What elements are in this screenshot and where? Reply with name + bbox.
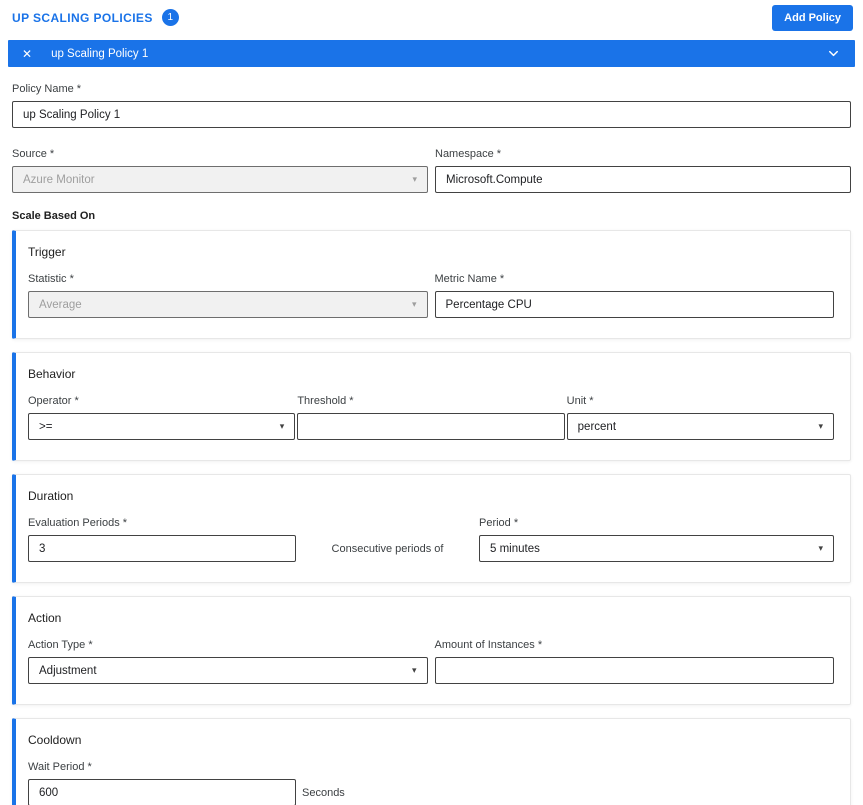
close-icon[interactable]: ✕ <box>22 46 33 61</box>
source-select <box>12 166 428 193</box>
unit-select[interactable] <box>567 413 834 440</box>
action-type-select[interactable] <box>28 657 428 684</box>
scale-based-on-label: Scale Based On <box>12 210 96 222</box>
wait-period-input[interactable] <box>28 779 296 805</box>
caret-down-icon: ▾ <box>818 421 823 431</box>
evaluation-periods-field <box>28 517 296 562</box>
evaluation-periods-label: Evaluation Periods * <box>28 517 128 529</box>
caret-down-icon: ▾ <box>411 665 417 675</box>
metric-name-label: Metric Name * <box>434 273 505 285</box>
consecutive-periods-text: Consecutive periods of <box>331 542 444 555</box>
threshold-field <box>297 395 564 440</box>
threshold-input[interactable] <box>297 413 564 440</box>
duration-card <box>12 474 851 583</box>
evaluation-periods-input[interactable] <box>28 535 296 562</box>
policy-form <box>0 67 863 805</box>
policy-bar-title: up Scaling Policy 1 <box>51 47 149 60</box>
caret-down-icon: ▾ <box>279 421 285 431</box>
cooldown-card <box>12 718 851 805</box>
add-policy-button[interactable]: Add Policy <box>772 5 853 31</box>
period-label: Period * <box>479 517 519 529</box>
policy-count-badge: 1 <box>162 9 179 26</box>
seconds-text: Seconds <box>302 786 345 799</box>
source-select-value: Azure Monitor <box>23 173 95 186</box>
statistic-select-value: Average <box>39 298 82 311</box>
operator-field <box>28 395 295 440</box>
period-select-value: 5 minutes <box>490 542 540 555</box>
trigger-card-title: Trigger <box>28 245 66 259</box>
unit-field <box>567 395 834 440</box>
operator-select-value: >= <box>39 420 53 433</box>
action-card <box>12 596 851 705</box>
page-title: UP SCALING POLICIES <box>12 10 153 25</box>
amount-of-instances-field <box>435 639 835 684</box>
behavior-card-title: Behavior <box>28 367 76 381</box>
policy-expander-bar[interactable] <box>8 40 855 67</box>
amount-of-instances-input[interactable] <box>435 657 835 684</box>
caret-down-icon: ▾ <box>818 543 823 553</box>
wait-period-field <box>28 761 296 805</box>
policy-name-input[interactable] <box>12 101 851 128</box>
cooldown-card-title: Cooldown <box>28 733 82 747</box>
unit-select-value: percent <box>577 420 617 433</box>
statistic-field <box>28 273 428 318</box>
page-header <box>0 0 863 34</box>
namespace-input[interactable] <box>435 166 851 193</box>
period-select[interactable] <box>479 535 834 562</box>
source-field <box>12 148 428 193</box>
caret-down-icon: ▾ <box>412 174 417 184</box>
operator-select[interactable] <box>28 413 295 440</box>
operator-label: Operator * <box>28 395 79 407</box>
policy-name-label: Policy Name * <box>12 83 82 95</box>
action-type-select-value: Adjustment <box>39 664 97 677</box>
action-card-title: Action <box>28 611 62 625</box>
action-type-label: Action Type * <box>28 639 93 651</box>
caret-down-icon: ▾ <box>411 299 417 309</box>
metric-name-field <box>435 273 835 318</box>
amount-of-instances-label: Amount of Instances * <box>434 639 543 651</box>
period-field <box>479 517 834 562</box>
trigger-card <box>12 230 851 339</box>
chevron-down-icon[interactable] <box>826 46 841 61</box>
policy-name-field <box>12 83 851 128</box>
unit-label: Unit * <box>566 395 594 407</box>
threshold-label: Threshold * <box>297 395 354 407</box>
action-type-field <box>28 639 428 684</box>
statistic-label: Statistic * <box>28 273 74 285</box>
statistic-select <box>28 291 428 318</box>
namespace-label: Namespace * <box>435 148 502 160</box>
source-label: Source * <box>12 148 55 160</box>
metric-name-input[interactable] <box>435 291 835 318</box>
duration-card-title: Duration <box>28 489 74 503</box>
wait-period-label: Wait Period * <box>28 761 92 773</box>
namespace-field <box>435 148 851 193</box>
behavior-card <box>12 352 851 461</box>
